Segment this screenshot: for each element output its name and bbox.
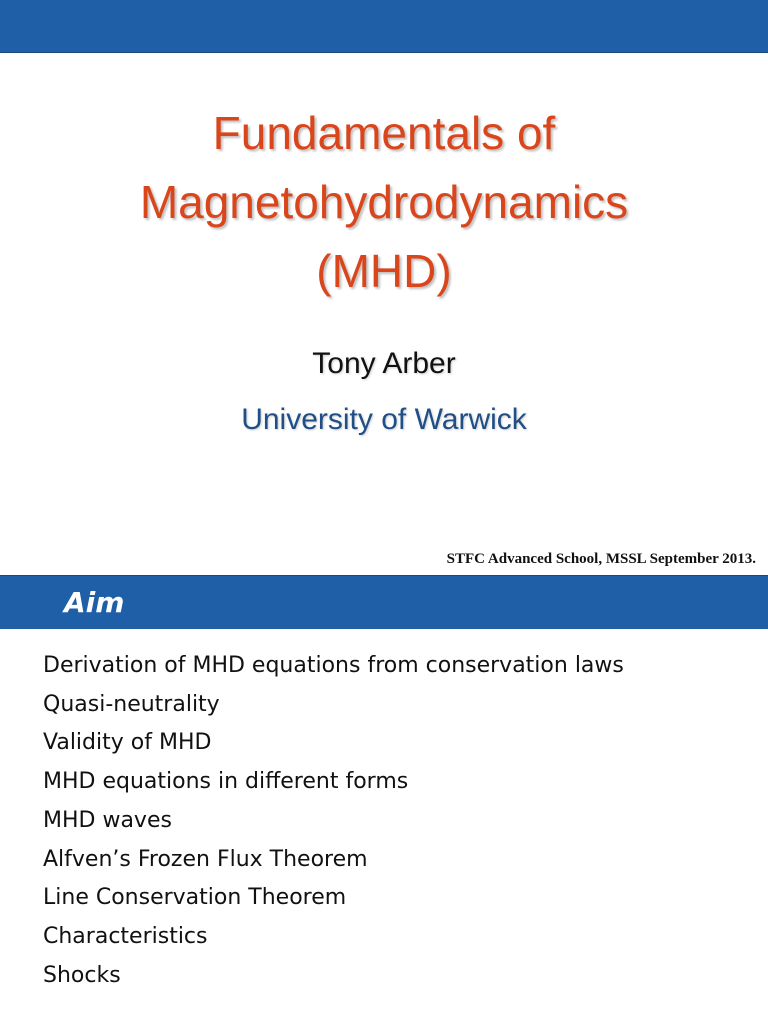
list-item: Line Conservation Theorem — [43, 885, 347, 911]
section-header-bar — [0, 575, 768, 629]
list-item: Validity of MHD — [43, 730, 212, 756]
title-line-3: (MHD) — [316, 245, 452, 297]
top-banner — [0, 0, 768, 53]
list-item: Characteristics — [43, 923, 208, 949]
list-item: MHD waves — [43, 807, 172, 833]
list-item: Shocks — [43, 962, 121, 988]
title-line-1: Fundamentals of — [212, 107, 556, 159]
aim-list — [43, 647, 624, 995]
event-note: STFC Advanced School, MSSL September 2013. — [446, 551, 756, 567]
title-line-2: Magnetohydrodynamics — [139, 176, 629, 228]
section-title: Aim — [64, 586, 125, 619]
list-item: Derivation of MHD equations from conservation laws — [43, 653, 624, 678]
list-item: MHD equations in different forms — [43, 769, 409, 795]
author-name: Tony Arber — [312, 347, 456, 380]
list-item: Quasi-neutrality — [43, 691, 220, 717]
affiliation: University of Warwick — [241, 403, 527, 436]
list-item: Alfven’s Frozen Flux Theorem — [43, 846, 368, 872]
aim-slide — [0, 575, 768, 1024]
